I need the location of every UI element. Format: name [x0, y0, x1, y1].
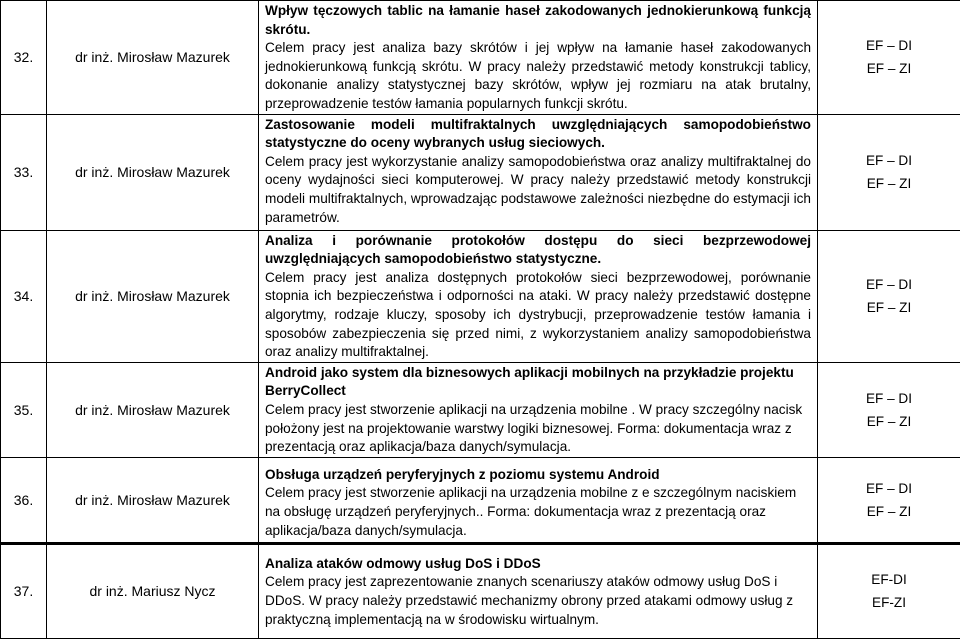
thesis-description: Celem pracy jest zaprezentowanie znanych scenariuszy ataków odmowy usług DoS i DDoS. W pracy należy przedstawić mechanizmy obrony przed atakami odmowy usług z praktyczną implementacją na w środowisku wirtualnym. — [265, 573, 811, 629]
row-number: 35. — [1, 362, 47, 457]
row-number: 34. — [1, 230, 47, 362]
program-code: EF – ZI — [818, 296, 960, 319]
thesis-cell — [259, 457, 818, 543]
row-number: 36. — [1, 457, 47, 543]
thesis-cell — [259, 114, 818, 230]
supervisor-name: dr inż. Mirosław Mazurek — [47, 1, 259, 115]
program-code: EF-ZI — [818, 591, 960, 614]
program-cell — [818, 362, 960, 457]
thesis-cell — [259, 362, 818, 457]
program-code: EF – DI — [818, 387, 960, 410]
thesis-title: Android jako system dla biznesowych aplikacji mobilnych na przykładzie projektu BerryCollect — [265, 364, 811, 401]
thesis-description: Celem pracy jest stworzenie aplikacji na urządzenia mobilne z e szczególnym naciskiem na obsługę urządzeń peryferyjnych.. Forma: dokumentacja wraz z prezentacją oraz aplikacja/baza danych/symulacja. — [265, 484, 811, 540]
table-row — [1, 230, 960, 362]
thesis-cell — [259, 230, 818, 362]
program-cell — [818, 543, 960, 638]
supervisor-name: dr inż. Mariusz Nycz — [47, 543, 259, 638]
program-code: EF – DI — [818, 273, 960, 296]
program-code: EF – DI — [818, 34, 960, 57]
supervisor-name: dr inż. Mirosław Mazurek — [47, 114, 259, 230]
row-number: 32. — [1, 1, 47, 115]
table-row — [1, 1, 960, 115]
thesis-title: Analiza ataków odmowy usług DoS i DDoS — [265, 555, 811, 574]
program-code: EF-DI — [818, 568, 960, 591]
thesis-title: Zastosowanie modeli multifraktalnych uwzględniających samopodobieństwo statystyczne do oceny wybranych usług sieciowych. — [265, 116, 811, 153]
table-row — [1, 362, 960, 457]
supervisor-name: dr inż. Mirosław Mazurek — [47, 362, 259, 457]
thesis-cell — [259, 543, 818, 638]
row-number: 33. — [1, 114, 47, 230]
program-code: EF – ZI — [818, 57, 960, 80]
program-cell — [818, 1, 960, 115]
thesis-description: Celem pracy jest analiza dostępnych protokołów sieci bezprzewodowej, porównanie stopnia ich bezpieczeństwa i odporności na ataki. W pracy należy przedstawić dostępne algorytmy, rodzaje kluczy, sposoby ich dystrybucji, przeprowadzenie testów łamania i sposobów zabezpieczenia się przed nimi, z wykorzystaniem analizy samopodobieństwa oraz analizy multifraktalnej. — [265, 269, 811, 362]
table-row — [1, 457, 960, 543]
thesis-description: Celem pracy jest analiza bazy skrótów i jej wpływ na łamanie haseł zakodowanych jednokierunkową funkcją skrótu. W pracy należy przedstawić metody konstrukcji tablicy, dokonanie analizy statystycznej bazy skrótów, wpływ jej rozmiaru na atak brutalny, przeprowadzenie testów łamania popularnych funkcji skrótu. — [265, 39, 811, 113]
program-code: EF – DI — [818, 477, 960, 500]
supervisor-name: dr inż. Mirosław Mazurek — [47, 230, 259, 362]
thesis-description: Celem pracy jest stworzenie aplikacji na urządzenia mobilne . W pracy szczególny nacisk położony jest na projektowanie warstwy logiki biznesowej. Forma: dokumentacja wraz z prezentacją oraz aplikacja/baza danych/symulacja. — [265, 401, 811, 457]
program-code: EF – DI — [818, 149, 960, 172]
thesis-title: Obsługa urządzeń peryferyjnych z poziomu systemu Android — [265, 466, 811, 485]
program-code: EF – ZI — [818, 500, 960, 523]
program-code: EF – ZI — [818, 172, 960, 195]
supervisor-name: dr inż. Mirosław Mazurek — [47, 457, 259, 543]
program-cell — [818, 230, 960, 362]
table-row — [1, 543, 960, 638]
program-cell — [818, 457, 960, 543]
row-number: 37. — [1, 543, 47, 638]
program-code: EF – ZI — [818, 410, 960, 433]
program-cell — [818, 114, 960, 230]
thesis-title: Analiza i porównanie protokołów dostępu do sieci bezprzewodowej uwzględniających samopodobieństwo statystyczne. — [265, 232, 811, 269]
thesis-description: Celem pracy jest wykorzystanie analizy samopodobieństwa oraz analizy multifraktalnej do oceny wydajności sieci komputerowej. W pracy należy przedstawić metody konstrukcji modeli multifraktalnych, wprowadzając podstawowe zależności niezbędne do estymacji ich parametrów. — [265, 153, 811, 227]
thesis-title: Wpływ tęczowych tablic na łamanie haseł zakodowanych jednokierunkową funkcją skrótu. — [265, 2, 811, 39]
thesis-cell — [259, 1, 818, 115]
table-row — [1, 114, 960, 230]
